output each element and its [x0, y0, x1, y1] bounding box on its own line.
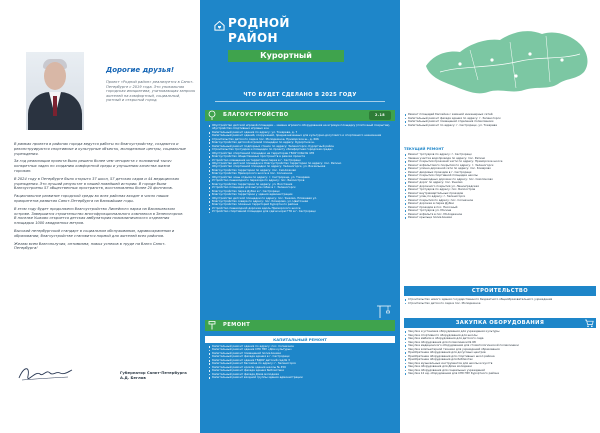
hammer-icon — [207, 320, 217, 330]
brand-line-1: РОДНОЙ — [228, 16, 290, 30]
list-item: Капитальный ремонт подпорных стенок по адресу: Зеленогорск, Курортный район — [208, 145, 394, 148]
governor-portrait — [26, 52, 84, 130]
list-item: Устройство пешеходного перехода по адресу: пос. Белоостров — [208, 179, 394, 182]
list-item: Строительство нового здания государственного бюджетного общеобразовательного учреждения — [404, 298, 594, 302]
governor-letter — [14, 142, 186, 254]
list-item: Капитальный ремонт фасада здания по адресу: г. Зеленогорск — [404, 117, 594, 121]
list-item: Капитальный ремонт здания по адресу: ул. Токарева, д. 7 — [208, 131, 394, 134]
greeting-heading: Дорогие друзья! — [106, 66, 175, 74]
list-item: Благоустройство территории по адресу: ул. Восстания — [208, 183, 394, 186]
cart-icon — [584, 318, 594, 328]
list-item: Закупка оборудования для социальных учреждений — [404, 369, 594, 373]
list-item: Благоустройство территории по адресу: пос. Смолячково — [208, 169, 394, 172]
list-item: Капитальный ремонт здания ГБДОУ детский сад № 3 — [208, 359, 394, 362]
main-headline: ЧТО БУДЕТ СДЕЛАНО В 2025 ГОДУ — [210, 92, 390, 102]
list-item: Капитальный ремонт по адресу: г. Сестрорецк, ул. Токарева — [404, 124, 594, 128]
list-item: Устройство площадки для выгула собак в г. Зеленогорск — [208, 186, 394, 189]
list-item: Ремонт пешеходных дорожек по адресу: пос. Смолячково — [404, 178, 594, 182]
list-item: Капитальный ремонт здания СПб ГБУ «Дом культуры» — [208, 348, 394, 351]
letter-paragraph: В этом году будет продолжено благоустройство Линейного парка на Васильевском острове. Завершится строительство многофункционального комплекса в Зеленогорске. В поселке Ушково откроется детская амбулатория поликлинического отделения площадью 1000 квадратных метров. — [14, 206, 184, 226]
list-item: Приобретение оборудования для досуговых центров — [404, 351, 594, 355]
list-item: Обустройство детской игровой площадки – замена игрового оборудования на игровую площадку (плиточный покрытие), обустройство спортивных игровых зон — [208, 124, 394, 131]
list-item: Ремонт улиц по адресу: г. Зеленогорск — [404, 195, 594, 199]
list-item: Закупка 12 ед. оборудования для СПб ГБУ Курортного района — [404, 372, 594, 376]
list-item: Благоустройство сквера по адресу: пос. Комарово, ул. Цветочная — [208, 200, 394, 203]
list-item: Ремонт покрытия по адресу: пос. Солнечное — [404, 199, 594, 203]
district-name: Курортный — [228, 50, 344, 62]
letter-paragraph: В 2024 году в Петербурге было открыто 37 школ, 57 детских садов и 44 медицинских учреждения. Это лучший результат в нашей новейшей истории. В городе были благоустроены 57 общественных пространств, восстановлены более 20 фонтанов. — [14, 176, 180, 191]
list-item: Ремонт тротуаров по адресу: г. Сестрорецк — [404, 153, 594, 157]
construction-list — [404, 298, 594, 305]
list-item: Капитальный ремонт помещений отделения поликлиники — [404, 120, 594, 124]
signer-block — [120, 370, 194, 380]
section-equipment: ЗАКУПКА ОБОРУДОВАНИЯ — [404, 318, 596, 328]
brand-line-2: РАЙОН — [228, 31, 278, 45]
list-item: Закупка медицинского оборудования для стоматологической поликлиники — [404, 344, 594, 348]
list-item: Устройство спортивной площадки для сдачи норм ГТО в г. Сестрорецк — [208, 210, 394, 213]
signer-title: Губернатор Санкт-Петербурга — [120, 370, 187, 375]
list-item: Ремонт покрытия спортивной площадки школы — [404, 174, 594, 178]
list-item: Закупка и установка оборудования для учреждения культуры — [404, 330, 594, 334]
list-item: Закупка мебели и оборудования для детского сада — [404, 337, 594, 341]
list-item: Обустройство детской площадки по адресу: пос. Ушково, Пляжевая ул. — [208, 197, 394, 200]
list-item: Ремонт тротуаров по адресу: пос. Белоостров — [404, 188, 594, 192]
list-item: Ремонт площадей бассейна с заменой инженерных сетей — [404, 113, 594, 117]
letter-paragraph: В рамках проекта в районах города ведутся работы по благоустройству, создаются и реконструируются спортивные и культурные объекты, молодежные центры, социальные учреждения. — [14, 142, 186, 156]
list-item: Устройство пешеходной дорожки вдоль Приморского шоссе — [208, 207, 394, 210]
list-item: Капитальный ремонт здания по адресу: пос. Солнечное — [208, 345, 394, 348]
current-repair-heading: ТЕКУЩИЙ РЕМОНТ — [404, 147, 444, 151]
list-item: Благоустройство территории у здания администрации — [208, 193, 394, 196]
list-item: Капитальный ремонт фасада здания библиотеки — [208, 369, 394, 372]
list-item: Ремонт дорог по адресу: пос. Ушково — [404, 181, 594, 185]
project-intro: Проект «Родной район» реализуется в Санкт-Петербурге с 2019 года. Это уникальная городская инициатива, учитывающая запросы жителей на комфортный, социальный, уютный и открытый город. — [106, 80, 196, 103]
list-item: Капитальный ремонт фасада Дома молодежи — [208, 373, 394, 376]
landscaping-list — [208, 124, 394, 214]
letter-paragraph: Рациональное развитие городской среды во всех районах входит в число наших приоритетов развития Санкт-Петербурга на ближайшие годы. — [14, 194, 169, 203]
list-item: Капитальный ремонт кровли здания школы № 450 — [208, 366, 394, 369]
list-item: Благоустройство Приморского шоссе в пос. Солнечное — [208, 172, 394, 175]
equipment-list — [404, 330, 594, 376]
letter-paragraph: За год реализации проекта было решено более чем четыреста с половиной тысяч конкретных задач по созданию комфортной среды и улучшению качества жизни горожан. — [14, 159, 172, 173]
section-landscaping-label: БЛАГОУСТРОЙСТВО — [223, 112, 289, 118]
list-item: Ремонт дорожного покрытия ул. Ленинградская — [404, 185, 594, 189]
list-item: Благоустройство детской игровой площадки по адресу: Курортное ш. — [208, 141, 394, 144]
right-top-list — [404, 113, 594, 127]
section-construction: СТРОИТЕЛЬСТВО — [404, 286, 596, 296]
list-item: Капитальный ремонт помещений поликлиники — [208, 352, 394, 355]
list-item: Капитальный ремонт бассейна по адресу: г. Зеленогорск — [208, 362, 394, 365]
map-icon — [420, 20, 592, 106]
list-item: Закупка оборудования для поликлиники № 68 — [404, 341, 594, 345]
signer-name: А.Д. Беглов — [120, 375, 146, 380]
list-item: Ремонт покрытия проезжей части по адресу: Приморское шоссе — [404, 160, 594, 164]
list-item: Строительство детского сада в пос. Молодежное — [404, 302, 594, 306]
crane-icon — [376, 303, 392, 319]
list-item: Ремонт дворовых проездов в г. Сестрорецк — [404, 171, 594, 175]
list-item: Закупка спортивного оборудования для школы — [404, 334, 594, 338]
list-item: Приобретение оборудования для библиотек — [404, 358, 594, 362]
list-item: Закупка оборудования для Дома молодежи — [404, 365, 594, 369]
list-item: Обустройство спортивной площадки по адресу: Зеленогорск, ул. Вокзальная — [208, 165, 394, 168]
list-item: Строительство тротуаров и площадок по проекту «Комфортная городская среда» — [208, 148, 394, 151]
portrait-tie — [53, 96, 57, 116]
list-item: Обустройство зоны отдыха по адресу: г. Сестрорецк, ул. Токарева — [208, 176, 394, 179]
list-item: Благоустройство парка Дубки в г. Сестрорецк — [208, 190, 394, 193]
capital-repair-subheading: КАПИТАЛЬНЫЙ РЕМОНТ — [205, 336, 395, 343]
letter-paragraph: Высокий петербургский стандарт в социальном обслуживании, здравоохранении и образовании, благоустройстве становится нормой для жителей всех районов. — [14, 228, 175, 238]
list-item: Ремонт тротуаров ул. Мосина — [404, 209, 594, 213]
current-repair-list — [404, 153, 594, 220]
list-item: Замена участка водопровода по адресу: пос. Репино — [404, 157, 594, 161]
capital-repair-list — [208, 345, 394, 380]
list-item: Ремонт крыльца поликлиники — [404, 216, 594, 220]
governor-signature — [16, 360, 74, 386]
section-repair-label: РЕМОНТ — [223, 322, 251, 328]
section-landscaping — [205, 110, 395, 121]
list-item: Капитальный ремонт фасада здания в г. Сестрорецк — [208, 355, 394, 358]
list-item: Ремонт дорожек в парке Дубки — [404, 202, 594, 206]
list-item: Закупка компьютерной техники для учреждений образования — [404, 348, 594, 352]
list-item: Благоустройство общественных пространств в рамках проекта — [208, 155, 394, 158]
list-item: Капитальный ремонт зданий, сооружений, предназначенных для культурно-досугового и спортивного назначения — [208, 134, 394, 137]
list-item: Ремонт асфальта в пос. Молодежное — [404, 213, 594, 217]
list-item: Приобретение оборудования для спортивных школ района — [404, 355, 594, 359]
tree-icon — [207, 110, 217, 120]
portrait-face — [44, 62, 66, 90]
section-repair — [205, 320, 395, 331]
list-item: Благоустройство пляжных территорий Курортного района — [208, 203, 394, 206]
list-item: Обустройство детской площадки и благоустройство территории по адресу: пос. Репино — [208, 162, 394, 165]
list-item: Ремонт внутриквартальных проездов — [404, 192, 594, 196]
list-item: Ремонт проездов в пос. Песочный — [404, 206, 594, 210]
section-landscaping-badge: 2.18 — [369, 111, 391, 120]
list-item: Ремонт асфальтового покрытия по адресу: г. Зеленогорск — [404, 164, 594, 168]
list-item: Устройство освещения на территории парка в г. Сестрорецк — [208, 159, 394, 162]
letter-paragraph: Желаю всем благополучия, оптимизма, новых успехов в труде на благо Санкт-Петербурга! — [14, 241, 166, 251]
list-item: Ремонт улично-дорожной сети по адресу: пос. Комарово — [404, 167, 594, 171]
home-heart-icon — [214, 20, 225, 31]
list-item: Капитальный ремонт входной группы здания администрации — [208, 376, 394, 379]
list-item: Обустройство спортивной площадки на территории ГБОУ СОШ № 435 — [208, 152, 394, 155]
list-item: Закупка музыкальных инструментов для школы искусств — [404, 362, 594, 366]
list-item: Строительство детского сада в пос. Молодежное, Приморское ш., д. 666 — [208, 138, 394, 141]
